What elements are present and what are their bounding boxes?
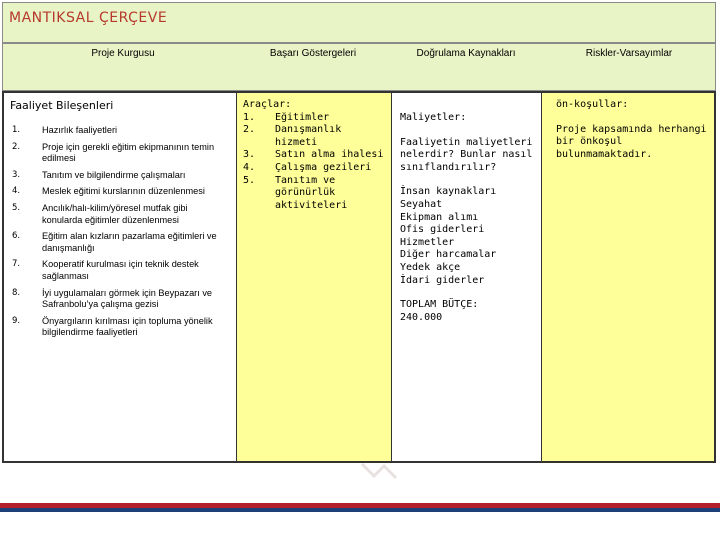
list-item: 8. İyi uygulamaları görmek için Beypazarı ve Safranbolu’ya çalışma gezisi — [12, 287, 213, 310]
maliyet-block — [400, 112, 538, 324]
cost-item: Ekipman alımı — [400, 211, 479, 223]
list-item: 1. Hazırlık faaliyetleri — [12, 125, 118, 135]
faaliyet-title: Faaliyet Bileşenleri — [10, 99, 114, 112]
cost-item: Seyahat — [400, 198, 443, 210]
araclar-title: Araçlar: — [243, 99, 292, 110]
cost-item: İnsan kaynakları — [400, 186, 497, 198]
list-item: 4. Çalışma gezileri — [243, 161, 372, 173]
cost-item: Diğer harcamalar — [400, 249, 497, 261]
header-dogrulama-kaynaklari: Doğrulama Kaynakları — [416, 48, 516, 59]
header-proje-kurgusu: Proje Kurgusu — [91, 48, 155, 59]
body-row — [2, 91, 716, 463]
column-proje-kurgusu — [4, 93, 236, 461]
title-bar — [2, 2, 716, 43]
list-item: 3. Tanıtım ve bilgilendirme çalışmaları — [12, 169, 186, 180]
column-basari-gostergeleri — [236, 93, 392, 461]
list-item: 2. Proje için gerekli eğitim ekipmanının temin edilmesi — [12, 141, 215, 164]
header-basari-gostergeleri: Başarı Göstergeleri — [269, 48, 357, 59]
list-item: 4. Meslek eğitimi kurslarının düzenlenmesi — [12, 186, 205, 197]
cost-item: Yedek akçe — [400, 261, 461, 273]
onkosul-text: Proje kapsamında herhangi bir önkoşul bulunmamaktadır. — [556, 123, 707, 160]
list-item: 7. Kooperatif kurulması için teknik destek sağlanması — [12, 259, 199, 281]
maliyetler-heading: Maliyetler: — [400, 112, 467, 123]
list-item: 5. Tanıtım ve görünürlük aktiviteleri — [243, 174, 348, 211]
araclar-list — [243, 112, 389, 213]
cost-item: Ofis giderleri — [400, 224, 485, 236]
column-dogrulama-kaynaklari — [392, 93, 542, 461]
header-row — [2, 43, 716, 91]
onkosul-heading: ön-koşullar: — [556, 99, 629, 110]
header-riskler-varsayimlar: Riskler-Varsayımlar — [585, 48, 673, 59]
watermark-logo-icon — [344, 462, 414, 480]
list-item: 3. Satın alma ihalesi — [243, 149, 384, 161]
footer-blue-line — [0, 508, 720, 512]
maliyet-question: Faaliyetin maliyetleri nelerdir? Bunlar nasıl sınıflandırılır? — [400, 136, 533, 173]
onkosul-block — [556, 99, 710, 161]
list-item: 9. Önyargıların kırılması için topluma yönelik bilgilendirme faaliyetleri — [12, 315, 213, 338]
column-riskler-varsayimlar — [542, 93, 714, 461]
list-item: 6. Eğitim alan kızların pazarlama eğitimleri ve danışmanlığı — [12, 231, 217, 253]
list-item: 2. Danışmanlık hizmeti — [243, 124, 342, 148]
budget-label: TOPLAM BÜTÇE: — [400, 299, 479, 311]
page-title: MANTIKSAL ÇERÇEVE — [9, 10, 168, 26]
araclar-block — [243, 99, 389, 212]
list-item: 5. Ancılık/halı-kilim/yöresel mutfak gibi konularda eğitimler düzenlenmesi — [12, 202, 188, 225]
budget-value: 240.000 — [400, 311, 443, 323]
cost-item: Hizmetler — [400, 236, 455, 248]
cost-item: İdari giderler — [400, 274, 485, 286]
list-item: 1. Eğitimler — [243, 111, 330, 123]
faaliyet-list — [12, 125, 227, 344]
